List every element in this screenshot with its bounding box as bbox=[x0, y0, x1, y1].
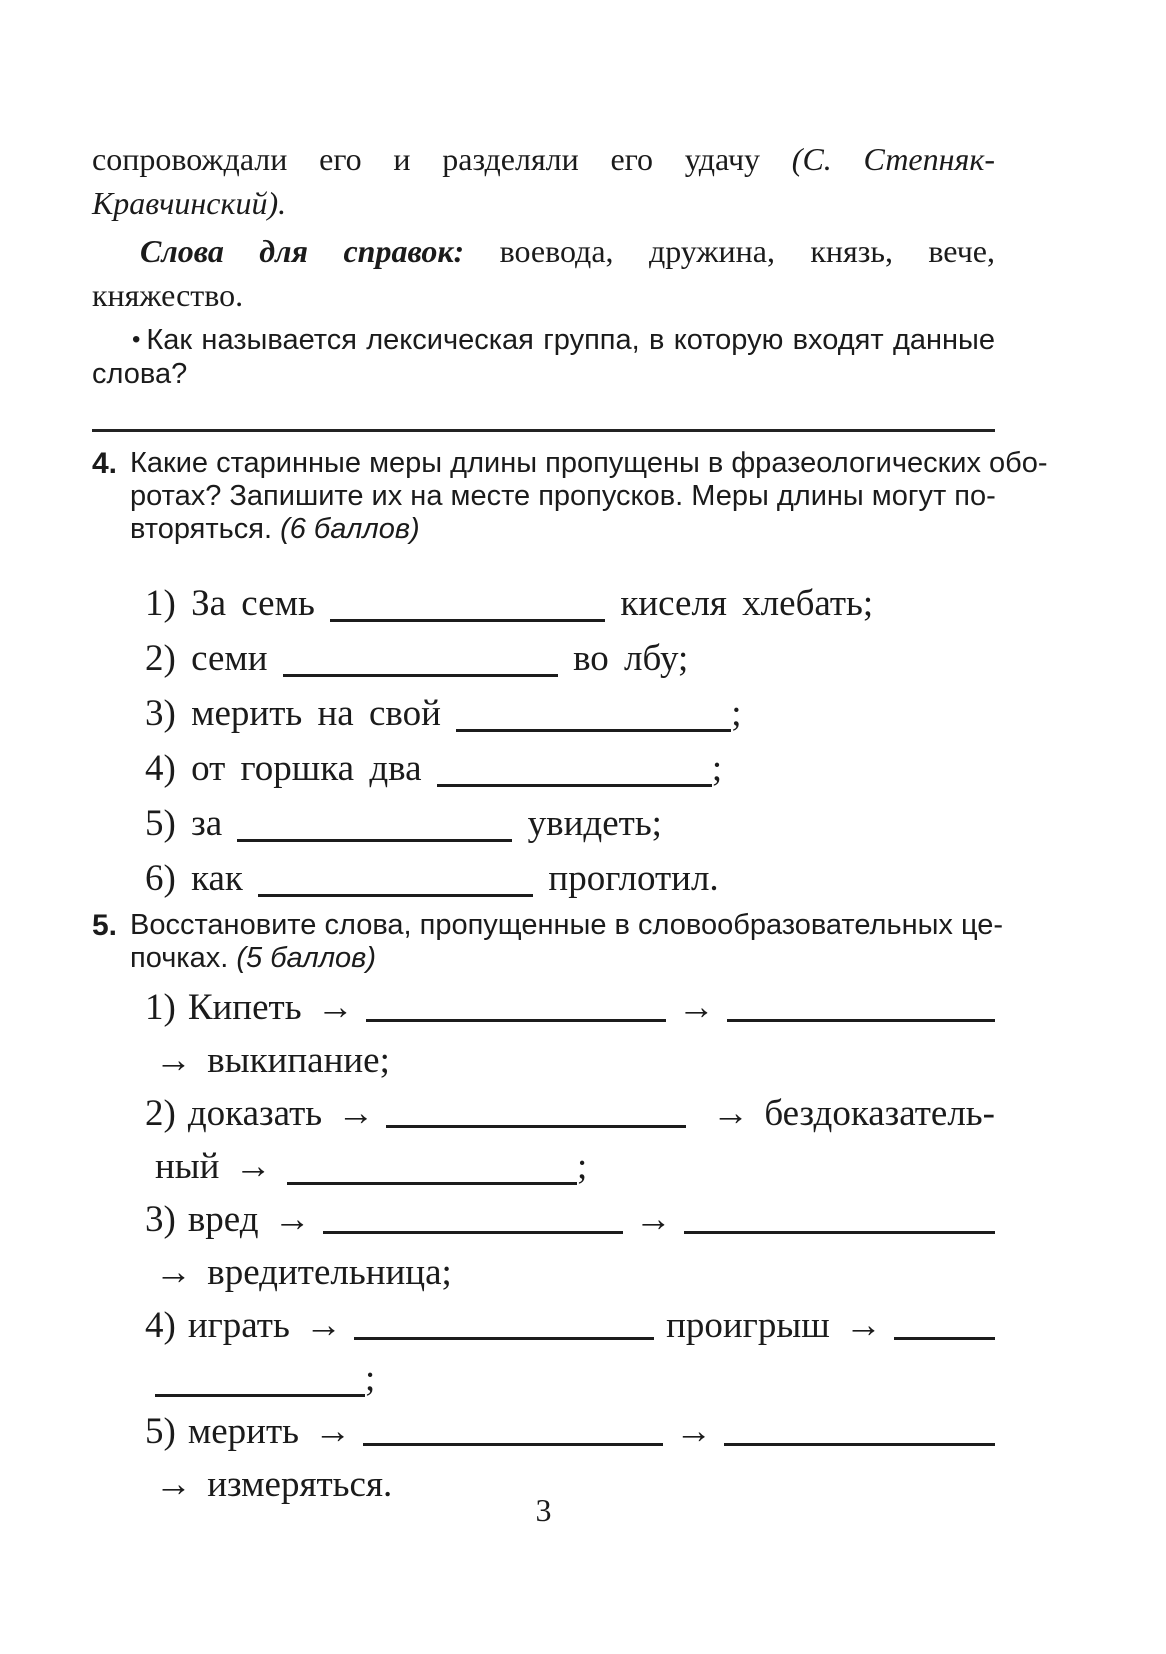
item-word-after: → бездоказатель- bbox=[712, 1093, 995, 1134]
item-text-post: увидеть; bbox=[527, 803, 662, 844]
question-line-2 bbox=[92, 357, 995, 391]
answer-blank bbox=[366, 989, 666, 1022]
item-word: вред → bbox=[187, 1199, 311, 1240]
page-number: 3 bbox=[535, 1492, 552, 1528]
task-4-item-4 bbox=[92, 749, 995, 789]
task-5-item-2 bbox=[92, 1094, 995, 1134]
task-4-prompt-end: вторяться. bbox=[130, 513, 273, 545]
item-number: 4) bbox=[145, 1305, 176, 1346]
reference-line-1 bbox=[92, 229, 995, 273]
task-5-item-4-cont bbox=[92, 1359, 995, 1399]
task-5 bbox=[92, 909, 1004, 1505]
item-word: играть → bbox=[187, 1305, 343, 1346]
item-word-cont: → выкипание; bbox=[155, 1040, 390, 1081]
intro-line-1 bbox=[92, 137, 995, 181]
item-text-pre: за bbox=[191, 803, 223, 844]
arrow-glyph: → bbox=[675, 1411, 713, 1452]
answer-blank bbox=[437, 754, 712, 787]
task-4-prompt-line-1: Какие старинные меры длины пропущены в фразеологических обо- bbox=[130, 447, 1048, 479]
task-4-points: (6 баллов) bbox=[280, 513, 420, 545]
item-text-post: ; bbox=[731, 693, 742, 734]
item-punct: ; bbox=[576, 1146, 588, 1187]
item-text-pre: мерить на свой bbox=[191, 693, 441, 734]
source-citation: (С. Степняк- bbox=[791, 141, 996, 177]
question-line-1 bbox=[92, 323, 995, 357]
task-5-points: (5 баллов) bbox=[236, 942, 376, 974]
answer-blank bbox=[354, 1307, 654, 1340]
task-5-prompt-line-2 bbox=[130, 942, 995, 975]
answer-blank bbox=[258, 864, 533, 897]
task-5-prompt-end: почках. bbox=[130, 942, 229, 974]
question-text-cont: слова? bbox=[92, 358, 188, 390]
item-text-pre: от горшка два bbox=[191, 748, 422, 789]
task-5-item-4 bbox=[92, 1306, 995, 1346]
task-5-prompt-line-1: Восстановите слова, пропущенные в словообразовательных це- bbox=[130, 909, 1004, 941]
item-word-cont: ный → bbox=[155, 1146, 272, 1187]
task-4-prompt-line-3 bbox=[130, 513, 995, 546]
task-5-item-2-cont bbox=[92, 1147, 995, 1187]
task-5-item-1-cont bbox=[92, 1041, 995, 1081]
item-number: 3) bbox=[145, 1199, 176, 1240]
intro-text: сопровождали его и разделяли его удачу bbox=[92, 141, 761, 177]
task-5-item-3-cont bbox=[92, 1253, 995, 1293]
item-text-pre: как bbox=[191, 858, 243, 899]
item-text-pre: За семь bbox=[191, 583, 315, 624]
reference-words-text: воевода, дружина, князь, вече, bbox=[499, 233, 995, 269]
item-text-pre: семи bbox=[191, 638, 268, 679]
reference-words-cont: княжество. bbox=[92, 277, 244, 313]
bullet-icon: • bbox=[132, 326, 141, 353]
item-word-after: проигрыш → bbox=[666, 1305, 882, 1346]
answer-blank bbox=[727, 989, 995, 1022]
intro-line-2 bbox=[92, 181, 995, 225]
task-5-items bbox=[92, 988, 995, 1505]
task-5-item-3 bbox=[92, 1200, 995, 1240]
task-5-item-5 bbox=[92, 1412, 995, 1452]
reference-line-2 bbox=[92, 273, 995, 317]
task-4-item-1 bbox=[92, 584, 995, 624]
arrow-glyph: → bbox=[634, 1199, 672, 1240]
item-text-post: киселя хлебать; bbox=[620, 583, 874, 624]
answer-blank bbox=[684, 1201, 995, 1234]
answer-blank bbox=[323, 1201, 623, 1234]
answer-blank bbox=[287, 1152, 577, 1185]
task-4-item-6 bbox=[92, 859, 995, 899]
section-divider bbox=[92, 429, 995, 432]
task-4-prompt-line-2: ротах? Запишите их на месте пропусков. Меры длины могут по- bbox=[130, 480, 996, 512]
answer-blank bbox=[330, 589, 605, 622]
item-number: 1) bbox=[145, 583, 176, 624]
item-word: мерить → bbox=[187, 1411, 352, 1452]
task-4 bbox=[92, 447, 1048, 899]
answer-blank bbox=[724, 1413, 995, 1446]
item-text-post: ; bbox=[711, 748, 723, 789]
task-5-prompt bbox=[92, 909, 1004, 975]
item-word-cont: → вредительница; bbox=[155, 1252, 452, 1293]
intro-paragraph bbox=[92, 137, 995, 225]
item-number: 2) bbox=[145, 1093, 176, 1134]
task-4-prompt bbox=[92, 447, 1048, 546]
item-number: 4) bbox=[145, 748, 176, 789]
question-text: Как называется лексическая группа, в которую входят данные bbox=[146, 324, 995, 356]
answer-blank bbox=[386, 1095, 686, 1128]
answer-blank bbox=[363, 1413, 663, 1446]
item-text-post: проглотил. bbox=[548, 858, 719, 899]
item-number: 1) bbox=[145, 987, 176, 1028]
source-citation-cont: Кравчинский). bbox=[92, 185, 287, 221]
item-number: 6) bbox=[145, 858, 176, 899]
answer-blank bbox=[155, 1364, 365, 1397]
answer-blank bbox=[894, 1307, 995, 1340]
item-number: 5) bbox=[145, 803, 176, 844]
item-text-post: во лбу; bbox=[573, 638, 689, 679]
arrow-glyph: → bbox=[677, 987, 715, 1028]
task-4-item-2 bbox=[92, 639, 995, 679]
task-5-item-1 bbox=[92, 988, 995, 1028]
item-number: 2) bbox=[145, 638, 176, 679]
task-4-items bbox=[92, 584, 995, 899]
item-punct: ; bbox=[365, 1358, 376, 1399]
item-word: Кипеть → bbox=[187, 987, 354, 1028]
item-number: 3) bbox=[145, 693, 176, 734]
reference-label: Слова для справок: bbox=[140, 233, 465, 269]
item-number: 5) bbox=[145, 1411, 176, 1452]
answer-blank bbox=[283, 644, 558, 677]
bullet-question bbox=[92, 323, 995, 391]
task-5-number: 5. bbox=[92, 909, 118, 942]
answer-blank bbox=[237, 809, 512, 842]
answer-blank bbox=[456, 699, 731, 732]
task-4-item-5 bbox=[92, 804, 995, 844]
task-4-item-3 bbox=[92, 694, 995, 734]
reference-words bbox=[92, 229, 995, 317]
task-4-number: 4. bbox=[92, 447, 118, 480]
item-word: доказать → bbox=[187, 1093, 375, 1134]
item-word-cont: → измеряться. bbox=[155, 1464, 393, 1505]
